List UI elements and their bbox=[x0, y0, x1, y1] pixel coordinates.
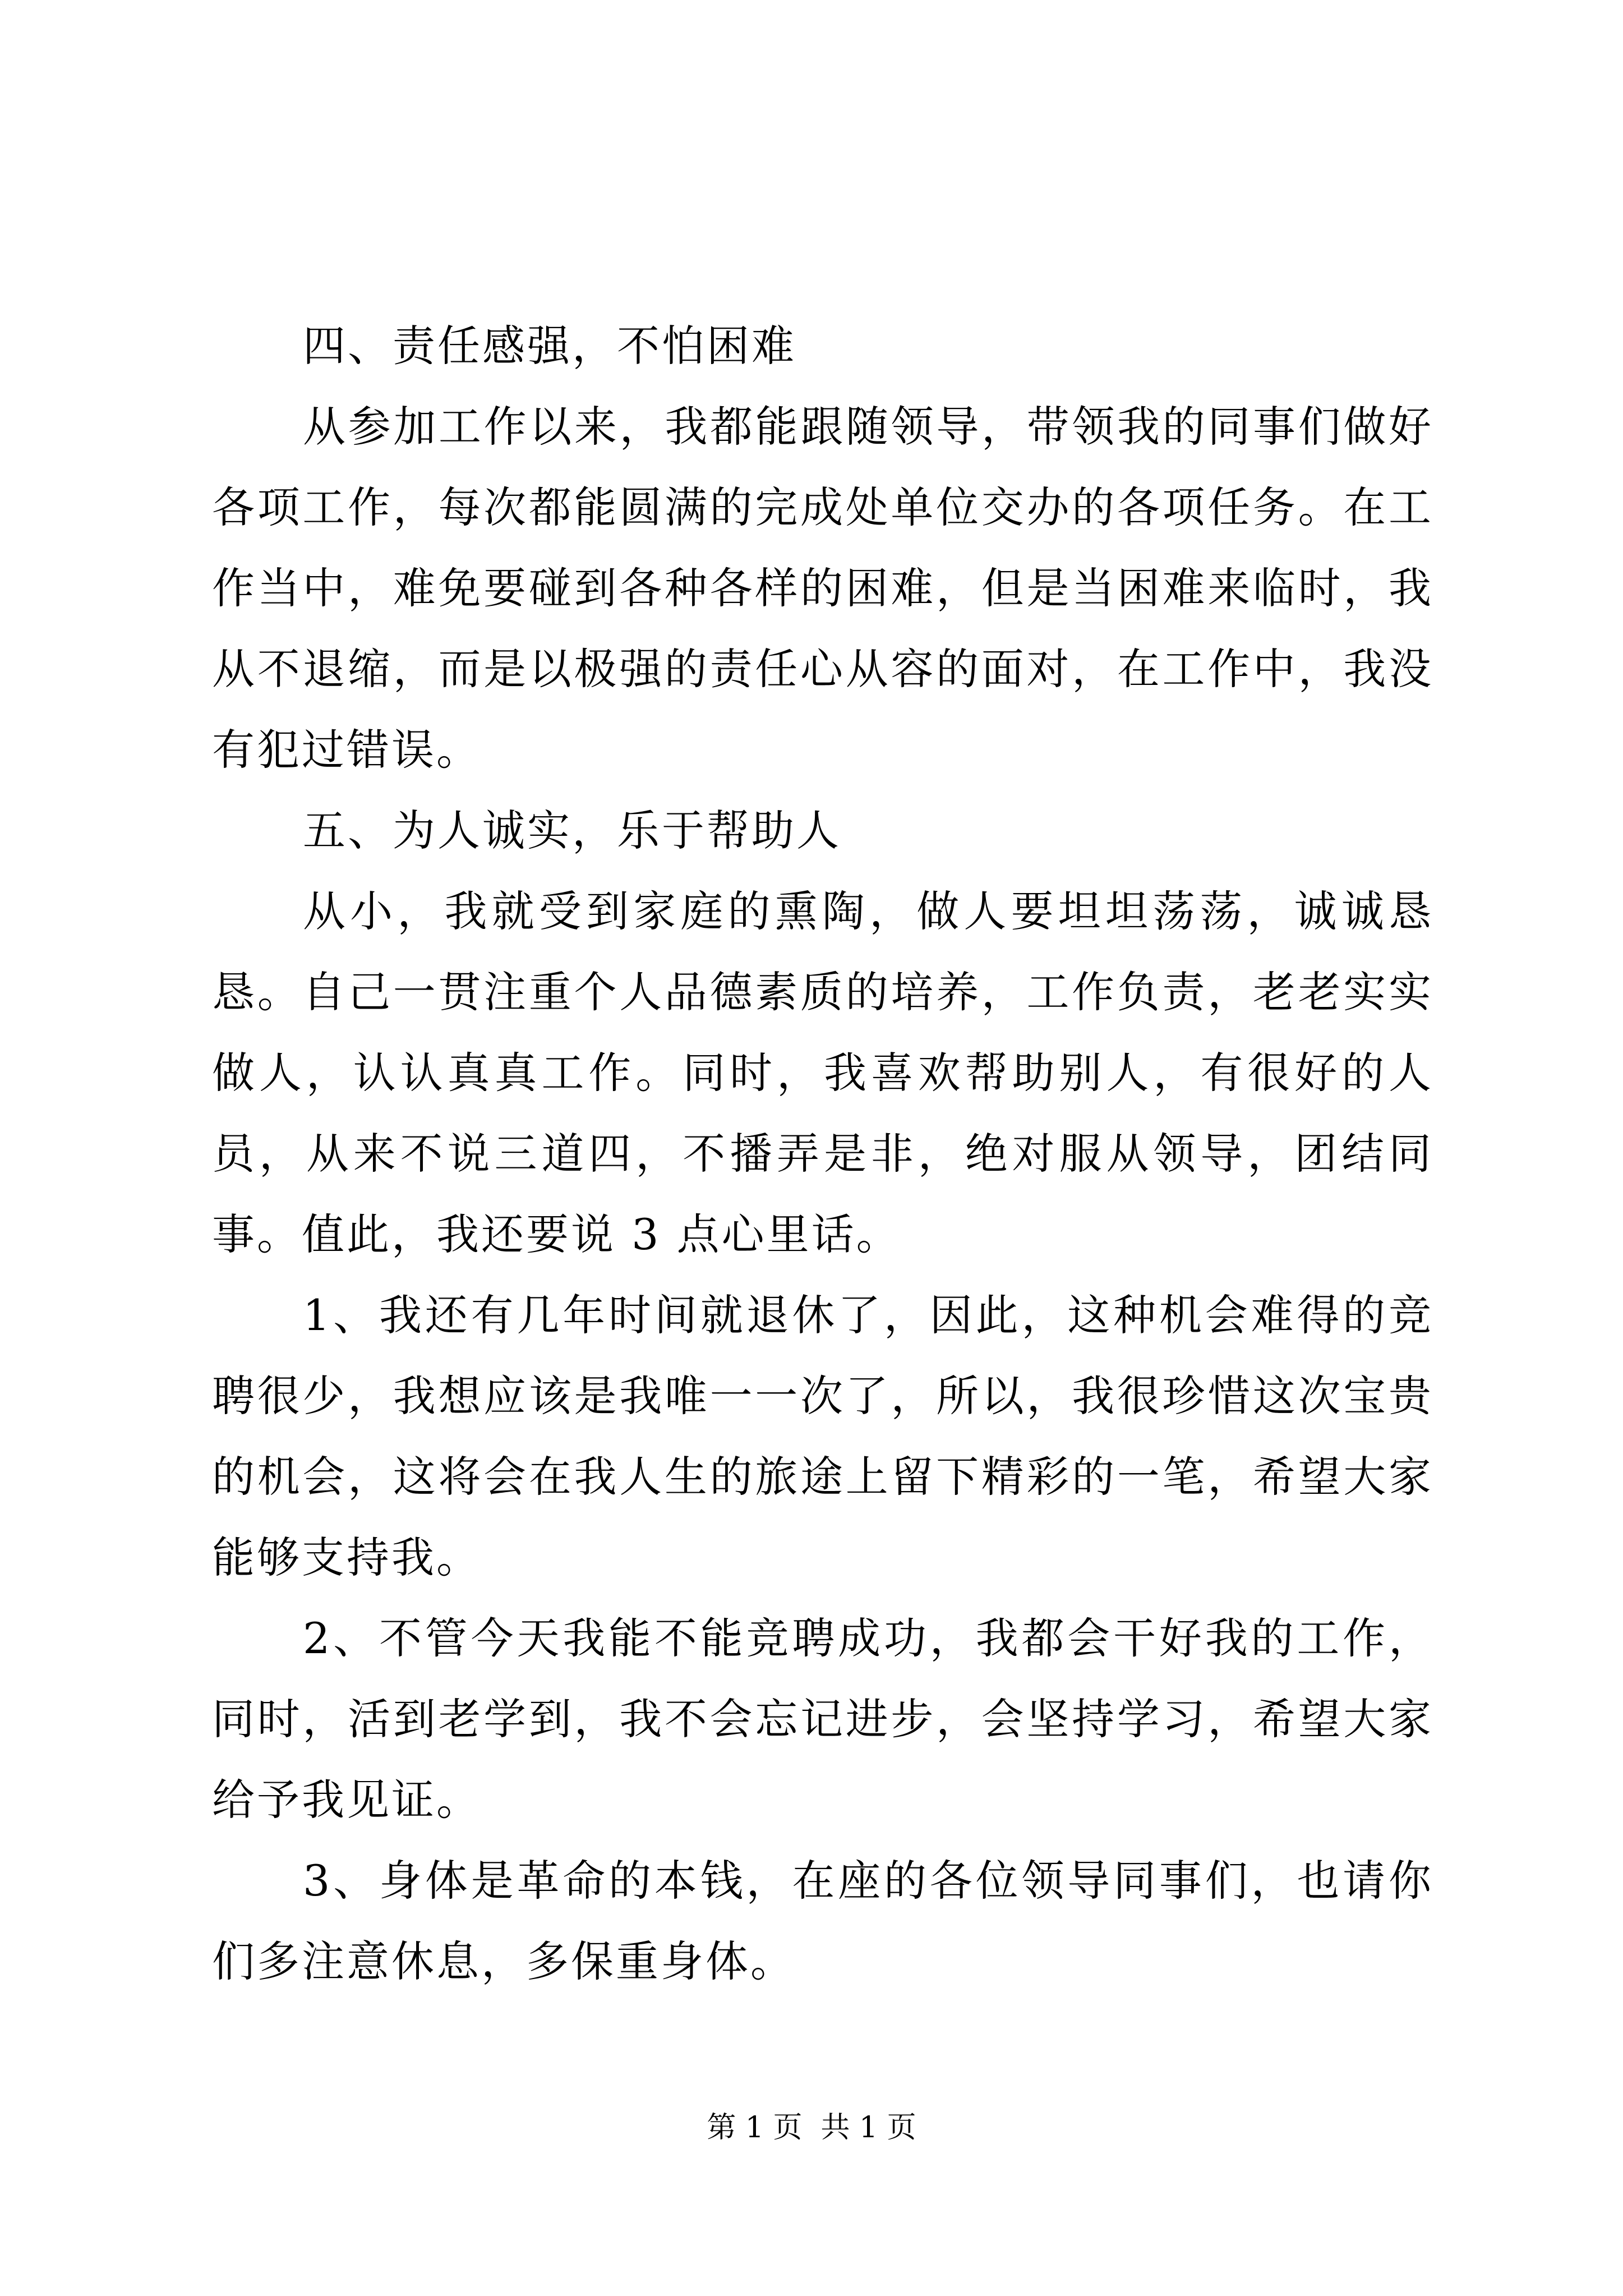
paragraph-point-3: 3、身体是革命的本钱，在座的各位领导同事们，也请你们多注意休息，多保重身体。 bbox=[212, 1856, 1433, 1986]
section-heading-5: 五、为人诚实，乐于帮助人 bbox=[303, 806, 841, 855]
paragraph-point-1: 1、我还有几年时间就退休了，因此，这种机会难得的竞聘很少，我想应该是我唯一一次了，所以，我很珍惜这次宝贵的机会，这将会在我人生的旅途上留下精彩的一笔，希望大家能够支持我。 bbox=[212, 1290, 1433, 1582]
page-footer bbox=[0, 2108, 1623, 2147]
paragraph-honesty: 从小，我就受到家庭的熏陶，做人要坦坦荡荡，诚诚恳恳。自己一贯注重个人品德素质的培养，工作负责，老老实实做人，认认真真工作。同时，我喜欢帮助别人，有很好的人员，从来不说三道四，不播弄是非，绝对服从领导，团结同事。值此，我还要说 3 点心里话。 bbox=[212, 886, 1433, 1259]
paragraph-point-2: 2、不管今天我能不能竞聘成功，我都会干好我的工作，同时，活到老学到，我不会忘记进步，会坚持学习，希望大家给予我见证。 bbox=[212, 1613, 1433, 1825]
page-number-label: 第 1 页 共 1 页 bbox=[707, 2111, 916, 2145]
section-heading-4: 四、责任感强，不怕困难 bbox=[303, 321, 796, 371]
paragraph-responsibility: 从参加工作以来，我都能跟随领导，带领我的同事们做好各项工作，每次都能圆满的完成处单位交办的各项任务。在工作当中，难免要碰到各种各样的困难，但是当困难来临时，我从不退缩，而是以极强的责任心从容的面对，在工作中，我没有犯过错误。 bbox=[212, 402, 1433, 775]
document-body bbox=[212, 306, 1433, 2002]
